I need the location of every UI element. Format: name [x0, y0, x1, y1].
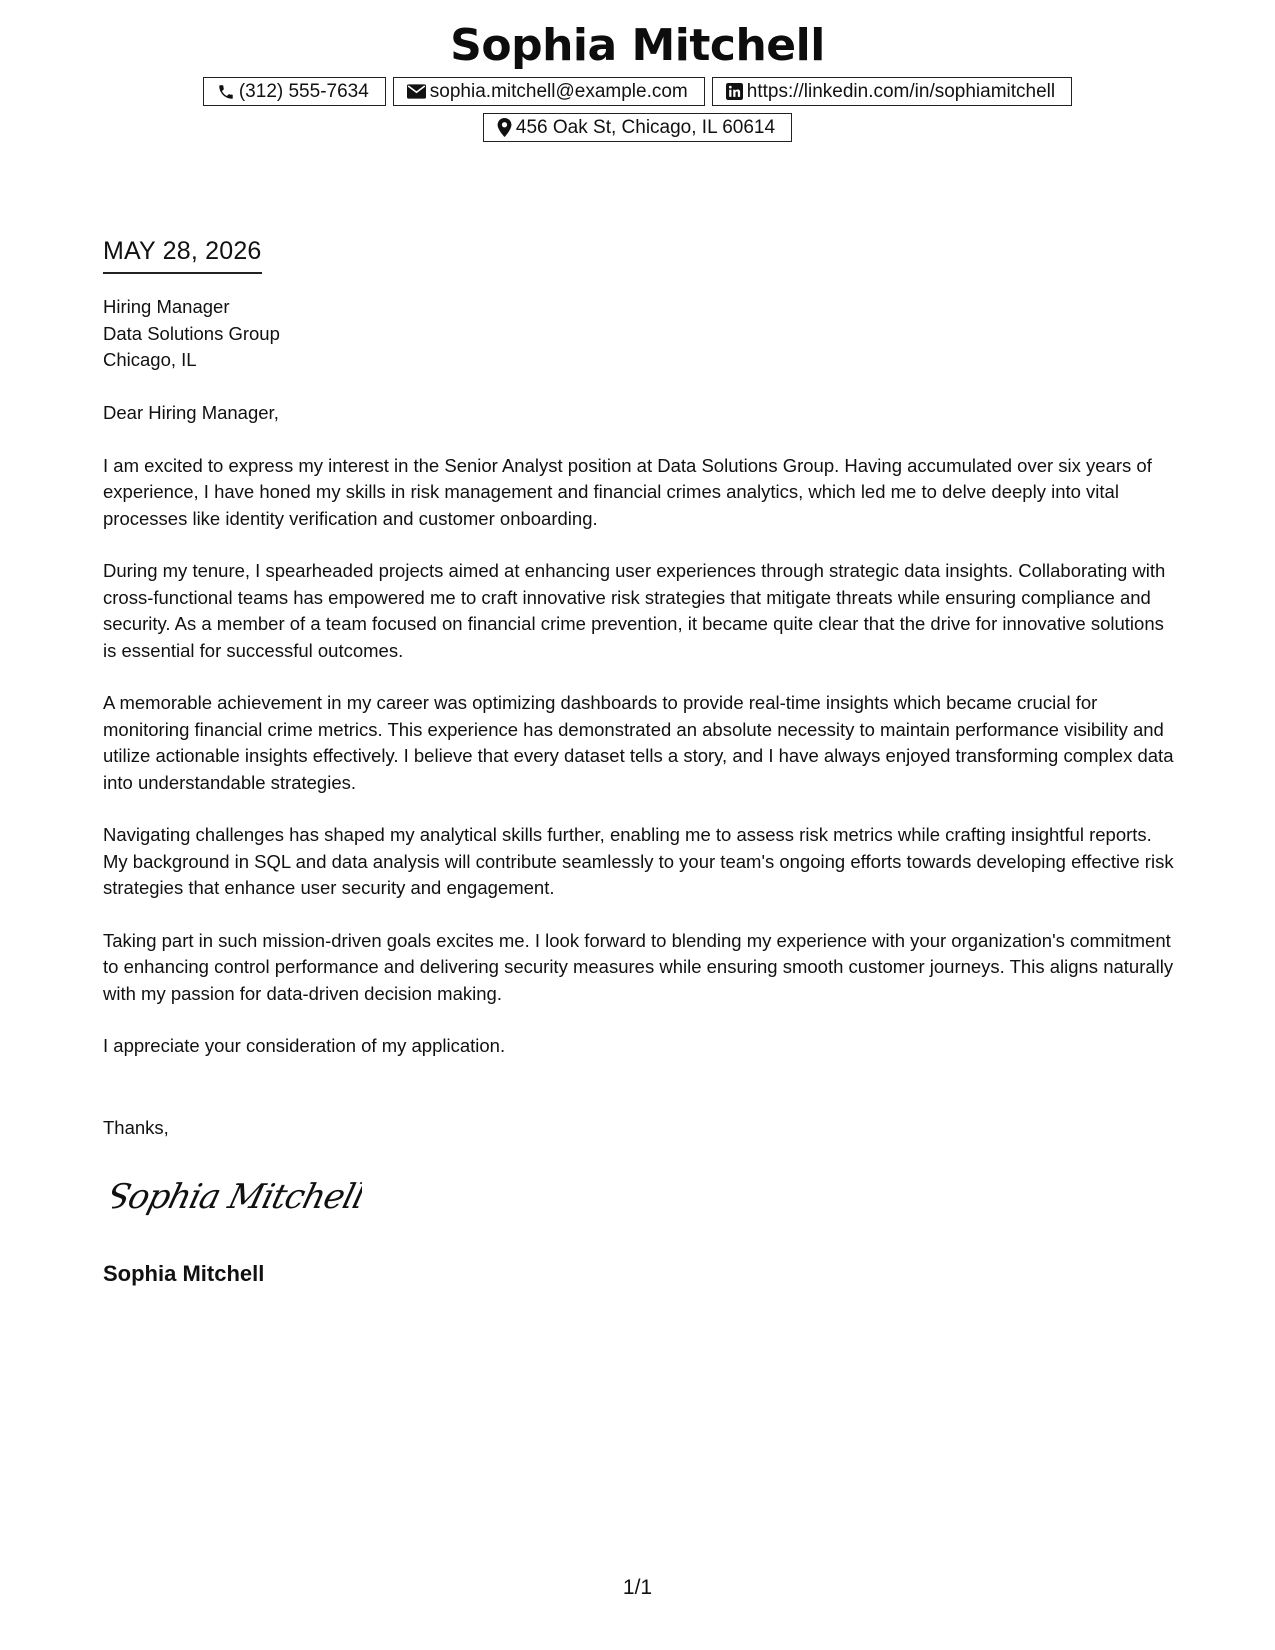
- letter-header: [0, 18, 1275, 142]
- contact-row-secondary: [0, 113, 1275, 142]
- handwritten-signature: [112, 1168, 362, 1233]
- body-paragraph: Taking part in such mission-driven goals excites me. I look forward to blending my experience with your organization's commitment to enhancing control performance and delivering security measures while ensuring smooth customer journeys. This aligns naturally with my passion for data-driven decision making.: [103, 929, 1174, 1004]
- body-paragraph: I am excited to express my interest in the Senior Analyst position at Data Solutions Group. Having accumulated over six years of experience, I have honed my skills in risk management and financial crimes analytics, which led me to delve deeply into vital processes like identity verification and customer onboarding.: [103, 454, 1152, 529]
- recipient-line: Hiring Manager: [103, 296, 230, 317]
- svg-text:Sophia Mitchell: Sophia Mitchell: [112, 1177, 362, 1217]
- address-text: 456 Oak St, Chicago, IL 60614: [515, 116, 776, 138]
- body-paragraph: I appreciate your consideration of my application.: [103, 1035, 506, 1056]
- letter-body: [103, 400, 1175, 1086]
- map-marker-icon: [497, 118, 512, 137]
- email-contact[interactable]: [393, 77, 705, 106]
- email-address: sophia.mitchell@example.com: [429, 80, 688, 102]
- closing: Thanks,: [103, 1117, 169, 1138]
- signer-name: Sophia Mitchell: [103, 1261, 265, 1286]
- contact-row-primary: [0, 77, 1275, 106]
- phone-contact[interactable]: [203, 77, 386, 106]
- body-paragraph: A memorable achievement in my career was optimizing dashboards to provide real-time insights which became crucial for monitoring financial crime metrics. This experience has demonstrated an absolute necessity to maintain performance visibility and utilize actionable insights effectively. I believe that every dataset tells a story, and I have always enjoyed transforming complex data into understandable strategies.: [103, 692, 1174, 793]
- sender-name: Sophia Mitchell: [450, 20, 825, 71]
- letter-date: MAY 28, 2026: [103, 236, 262, 274]
- envelope-icon: [407, 84, 426, 99]
- linkedin-url: https://linkedin.com/in/sophiamitchell: [746, 80, 1056, 102]
- page-number: 1/1: [622, 1576, 653, 1599]
- address-contact[interactable]: [483, 113, 792, 142]
- linkedin-contact[interactable]: [712, 77, 1072, 106]
- body-paragraph: During my tenure, I spearheaded projects aimed at enhancing user experiences through strategic data insights. Collaborating with cross-functional teams has empowered me to craft innovative risk strategies that mitigate threats while ensuring compliance and security. As a member of a team focused on financial crime prevention, it became quite clear that the drive for innovative solutions is essential for successful outcomes.: [103, 560, 1166, 661]
- body-paragraph: Navigating challenges has shaped my analytical skills further, enabling me to assess risk metrics while crafting insightful reports. My background in SQL and data analysis will contribute seamlessly to your team's ongoing efforts towards developing effective risk strategies that enhance user security and engagement.: [103, 824, 1174, 898]
- recipient-block: [103, 294, 280, 374]
- phone-icon: [217, 83, 235, 101]
- phone-number: (312) 555-7634: [238, 80, 369, 102]
- recipient-line: Chicago, IL: [103, 349, 197, 370]
- greeting: Dear Hiring Manager,: [103, 402, 279, 423]
- linkedin-icon: [726, 83, 743, 100]
- recipient-line: Data Solutions Group: [103, 322, 280, 344]
